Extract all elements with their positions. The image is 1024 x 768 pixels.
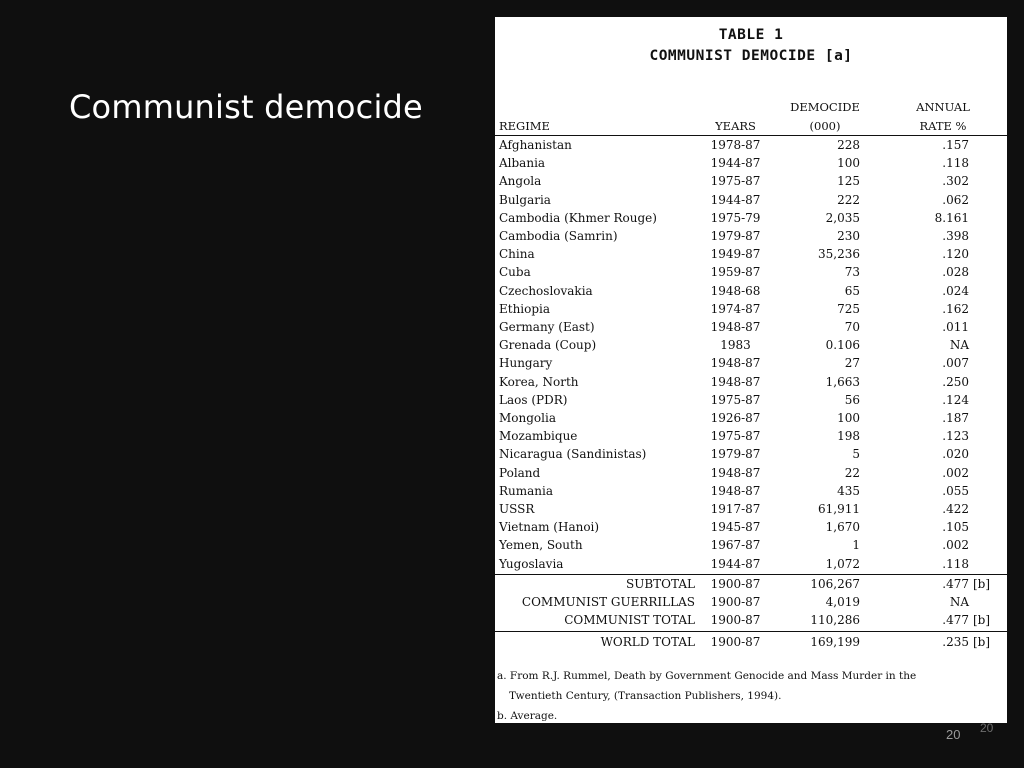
- row-rate: .302: [942, 174, 969, 189]
- row-regime: Nicaragua (Sandinistas): [499, 447, 647, 462]
- row-rate: NA: [949, 338, 969, 353]
- header-regime: REGIME: [499, 119, 550, 133]
- row-regime: Angola: [499, 174, 542, 189]
- row-years: 1948-87: [710, 465, 761, 480]
- row-democide: 100: [837, 411, 860, 425]
- total-note: [b]: [973, 613, 991, 628]
- total-democide: 106,267: [810, 576, 860, 591]
- total-rate: .235: [942, 635, 969, 650]
- page-number-overlay: 20: [980, 721, 994, 735]
- row-democide: 56: [844, 392, 860, 407]
- row-rate: .011: [942, 320, 969, 334]
- row-democide: 435: [837, 483, 860, 498]
- row-democide: 1,663: [825, 374, 860, 389]
- row-democide: 228: [837, 138, 860, 152]
- footnote-a-line2: Twentieth Century, (Transaction Publishers, 1994).: [509, 690, 782, 702]
- row-rate: .250: [942, 374, 969, 389]
- total-years: 1900-87: [710, 595, 761, 609]
- total-label: WORLD TOTAL: [600, 635, 695, 650]
- row-years: 1948-87: [710, 483, 761, 498]
- total-years: 1900-87: [710, 576, 761, 591]
- row-years: 1983: [720, 338, 751, 353]
- row-regime: Grenada (Coup): [499, 338, 597, 353]
- row-rate: .162: [942, 301, 969, 316]
- row-rate: .028: [942, 265, 969, 280]
- total-note: [b]: [973, 635, 991, 650]
- row-rate: .007: [942, 356, 969, 371]
- row-rate: .105: [942, 520, 969, 535]
- row-democide: 27: [844, 356, 860, 371]
- row-regime: Ethiopia: [499, 301, 551, 316]
- row-years: 1948-68: [710, 283, 761, 298]
- row-rate: 8.161: [934, 210, 969, 225]
- row-democide: 198: [837, 429, 860, 444]
- row-regime: Germany (East): [499, 320, 595, 334]
- row-democide: 1,072: [825, 556, 860, 571]
- footnotes: [497, 666, 997, 726]
- page-number: 20: [946, 727, 961, 742]
- row-years: 1975-79: [710, 210, 761, 225]
- row-democide: 1: [852, 538, 860, 553]
- row-regime: Cambodia (Khmer Rouge): [499, 210, 657, 225]
- total-democide: 110,286: [810, 613, 860, 628]
- row-years: 1974-87: [710, 301, 761, 316]
- row-democide: 125: [837, 174, 860, 189]
- row-years: 1948-87: [710, 320, 761, 334]
- row-regime: China: [499, 247, 535, 262]
- row-regime: Yugoslavia: [499, 556, 564, 571]
- democide-table-image: [495, 17, 1007, 723]
- row-democide: 725: [837, 301, 860, 316]
- row-years: 1948-87: [710, 356, 761, 371]
- row-regime: Czechoslovakia: [499, 283, 593, 298]
- row-democide: 5: [852, 447, 860, 462]
- row-regime: Vietnam (Hanoi): [499, 520, 600, 535]
- row-years: 1979-87: [710, 229, 761, 243]
- row-rate: .120: [942, 247, 969, 262]
- row-democide: 70: [844, 320, 860, 334]
- row-regime: Cambodia (Samrin): [499, 229, 618, 243]
- row-years: 1975-87: [710, 174, 761, 189]
- total-label: COMMUNIST GUERRILLAS: [521, 595, 695, 609]
- row-democide: 61,911: [818, 502, 860, 516]
- header-rate-line2: RATE %: [919, 119, 967, 133]
- slide-title: Communist democide: [69, 88, 423, 126]
- row-years: 1944-87: [710, 556, 761, 571]
- row-years: 1975-87: [710, 429, 761, 444]
- row-years: 1926-87: [710, 411, 761, 425]
- row-regime: USSR: [499, 502, 535, 516]
- row-democide: 35,236: [818, 247, 860, 262]
- row-regime: Korea, North: [499, 374, 579, 389]
- row-rate: .398: [942, 229, 969, 243]
- row-democide: 1,670: [825, 520, 860, 535]
- row-regime: Afghanistan: [499, 138, 572, 152]
- total-years: 1900-87: [710, 613, 761, 628]
- row-regime: Yemen, South: [499, 538, 583, 553]
- row-rate: .422: [942, 502, 969, 516]
- row-years: 1944-87: [710, 192, 761, 207]
- row-democide: 0.106: [825, 338, 860, 353]
- row-rate: .002: [942, 538, 969, 553]
- header-rate-line1: ANNUAL: [916, 100, 970, 114]
- row-years: 1967-87: [710, 538, 761, 553]
- total-rate: .477: [942, 613, 969, 628]
- table-title: TABLE 1: [718, 27, 784, 43]
- row-years: 1945-87: [710, 520, 761, 535]
- row-rate: .187: [942, 411, 969, 425]
- row-rate: .062: [942, 192, 969, 207]
- row-rate: .118: [942, 556, 969, 571]
- row-years: 1949-87: [710, 247, 761, 262]
- row-regime: Rumania: [499, 483, 554, 498]
- total-rate: NA: [949, 595, 969, 609]
- row-democide: 73: [844, 265, 860, 280]
- row-rate: .024: [942, 283, 969, 298]
- row-regime: Cuba: [499, 265, 531, 280]
- row-rate: .118: [942, 156, 969, 171]
- total-democide: 4,019: [825, 595, 860, 609]
- world-total-rule: [495, 631, 1007, 632]
- total-note: [b]: [973, 576, 991, 591]
- header-democide-line1: DEMOCIDE: [790, 100, 860, 114]
- row-rate: .020: [942, 447, 969, 462]
- total-label: SUBTOTAL: [626, 576, 695, 591]
- total-rate: .477: [942, 576, 969, 591]
- row-rate: .055: [942, 483, 969, 498]
- row-years: 1978-87: [710, 138, 761, 152]
- row-rate: .157: [942, 138, 969, 152]
- header-democide-line2: (000): [809, 119, 841, 133]
- row-years: 1959-87: [710, 265, 761, 280]
- row-regime: Mongolia: [499, 411, 556, 425]
- header-years: YEARS: [715, 119, 756, 133]
- row-democide: 65: [844, 283, 860, 298]
- row-rate: .123: [942, 429, 969, 444]
- row-years: 1948-87: [710, 374, 761, 389]
- row-democide: 222: [837, 192, 860, 207]
- total-label: COMMUNIST TOTAL: [564, 613, 695, 628]
- row-regime: Albania: [499, 156, 546, 171]
- row-democide: 22: [844, 465, 860, 480]
- row-regime: Mozambique: [499, 429, 578, 444]
- footnote-b: b. Average.: [497, 710, 558, 722]
- row-years: 1944-87: [710, 156, 761, 171]
- row-regime: Hungary: [499, 356, 553, 371]
- row-rate: .124: [942, 392, 969, 407]
- row-regime: Poland: [499, 465, 541, 480]
- row-years: 1917-87: [710, 502, 761, 516]
- row-regime: Bulgaria: [499, 192, 551, 207]
- footnote-a-line1: a. From R.J. Rummel, Death by Government Genocide and Mass Murder in the: [497, 670, 917, 682]
- row-democide: 100: [837, 156, 860, 171]
- total-years: 1900-87: [710, 635, 761, 650]
- total-democide: 169,199: [810, 635, 860, 650]
- row-years: 1975-87: [710, 392, 761, 407]
- row-rate: .002: [942, 465, 969, 480]
- table-subtitle: COMMUNIST DEMOCIDE [a]: [649, 48, 853, 64]
- row-years: 1979-87: [710, 447, 761, 462]
- row-democide: 230: [837, 229, 860, 243]
- row-regime: Laos (PDR): [499, 392, 568, 407]
- row-democide: 2,035: [825, 210, 860, 225]
